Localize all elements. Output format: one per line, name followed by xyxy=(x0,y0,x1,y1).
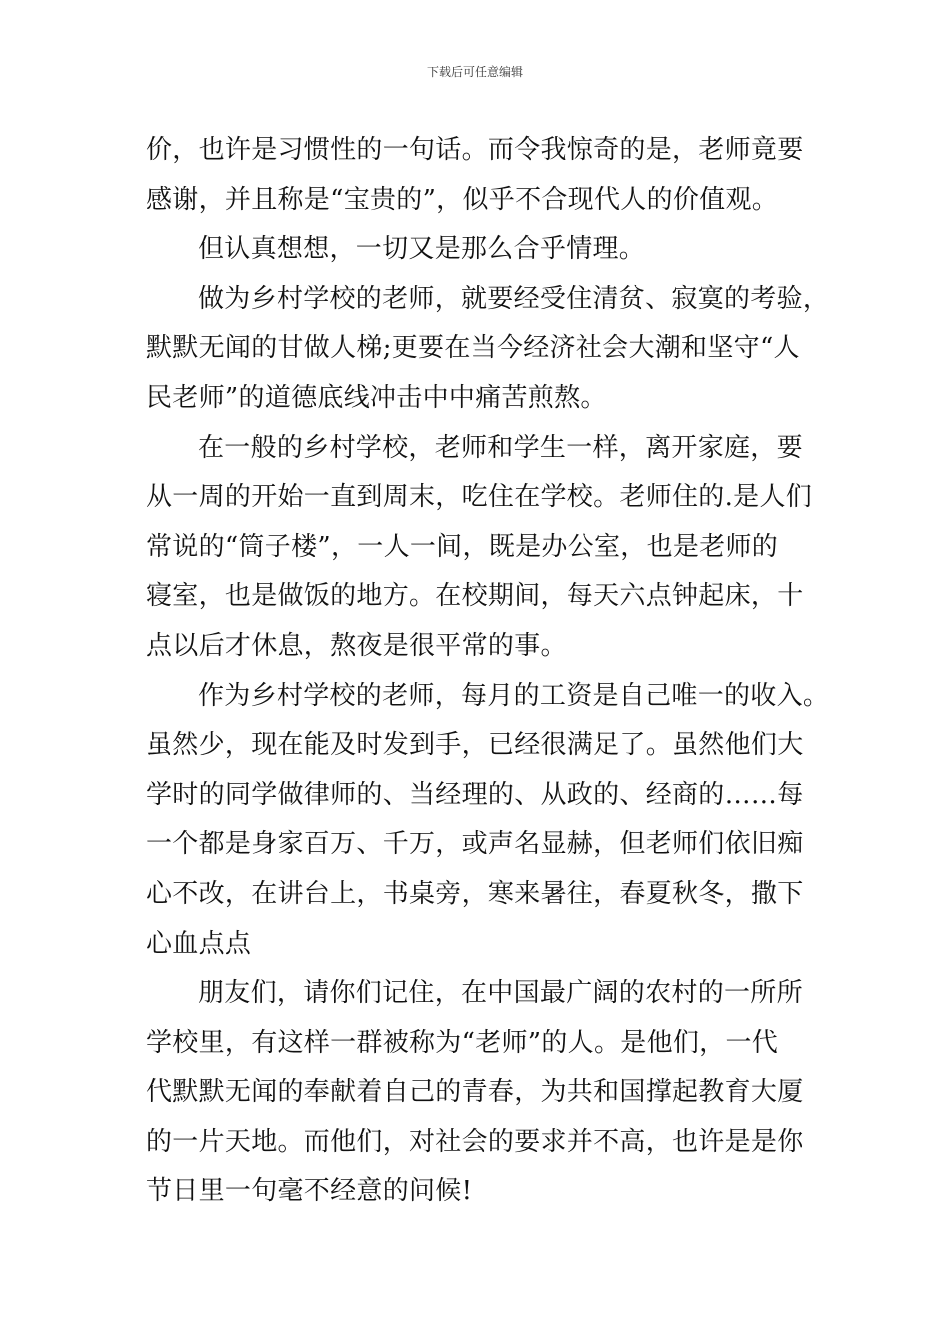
text-line: 常说的“筒子楼”，一人一间，既是办公室，也是老师的 xyxy=(146,531,779,562)
text-line: 朋友们，请你们记住，在中国最广阔的农村的一所所 xyxy=(198,978,803,1009)
text-line: 点以后才休息，熬夜是很平常的事。 xyxy=(146,630,567,661)
text-line: 一个都是身家百万、千万，或声名显赫，但老师们依旧痴 xyxy=(146,829,804,860)
text-line: 作为乡村学校的老师，每月的工资是自己唯一的收入。 xyxy=(198,680,830,711)
text-line: 学校里，有这样一群被称为“老师”的人。是他们，一代 xyxy=(146,1027,779,1058)
text-line: 但认真想想，一切又是那么合乎情理。 xyxy=(198,234,646,265)
text-line: 在一般的乡村学校，老师和学生一样，离开家庭，要 xyxy=(198,432,803,463)
text-line: 心血点点 xyxy=(146,928,252,959)
document-body xyxy=(146,126,830,1217)
text-line: 节日里一句毫不经意的问候! xyxy=(146,1176,473,1207)
text-line: 代默默无闻的奉献着自己的青春，为共和国撑起教育大厦 xyxy=(146,1077,804,1108)
text-line: 感谢，并且称是“宝贵的”，似乎不合现代人的价值观。 xyxy=(146,184,779,215)
text-line: 虽然少，现在能及时发到手，已经很满足了。虽然他们大 xyxy=(146,730,804,761)
text-line: 做为乡村学校的老师，就要经受住清贫、寂寞的考验， xyxy=(198,283,830,314)
text-line: 从一周的开始一直到周末，吃住在学校。老师住的.是人们 xyxy=(146,482,813,513)
text-line: 价，也许是习惯性的一句话。而令我惊奇的是，老师竟要 xyxy=(146,135,804,165)
text-line: 的一片天地。而他们，对社会的要求并不高，也许是是你 xyxy=(146,1126,804,1157)
text-line: 心不改，在讲台上，书桌旁，寒来暑往，春夏秋冬，撒下 xyxy=(146,878,804,909)
text-line: 学时的同学做律师的、当经理的、从政的、经商的……每 xyxy=(146,779,804,810)
text-line: 民老师”的道德底线冲击中中痛苦煎熬。 xyxy=(146,382,607,413)
text-line: 默默无闻的甘做人梯;更要在当今经济社会大潮和坚守“人 xyxy=(146,333,800,364)
page-header: 下载后可任意编辑 xyxy=(426,65,523,79)
text-line: 寝室，也是做饭的地方。在校期间，每天六点钟起床，十 xyxy=(146,581,804,612)
